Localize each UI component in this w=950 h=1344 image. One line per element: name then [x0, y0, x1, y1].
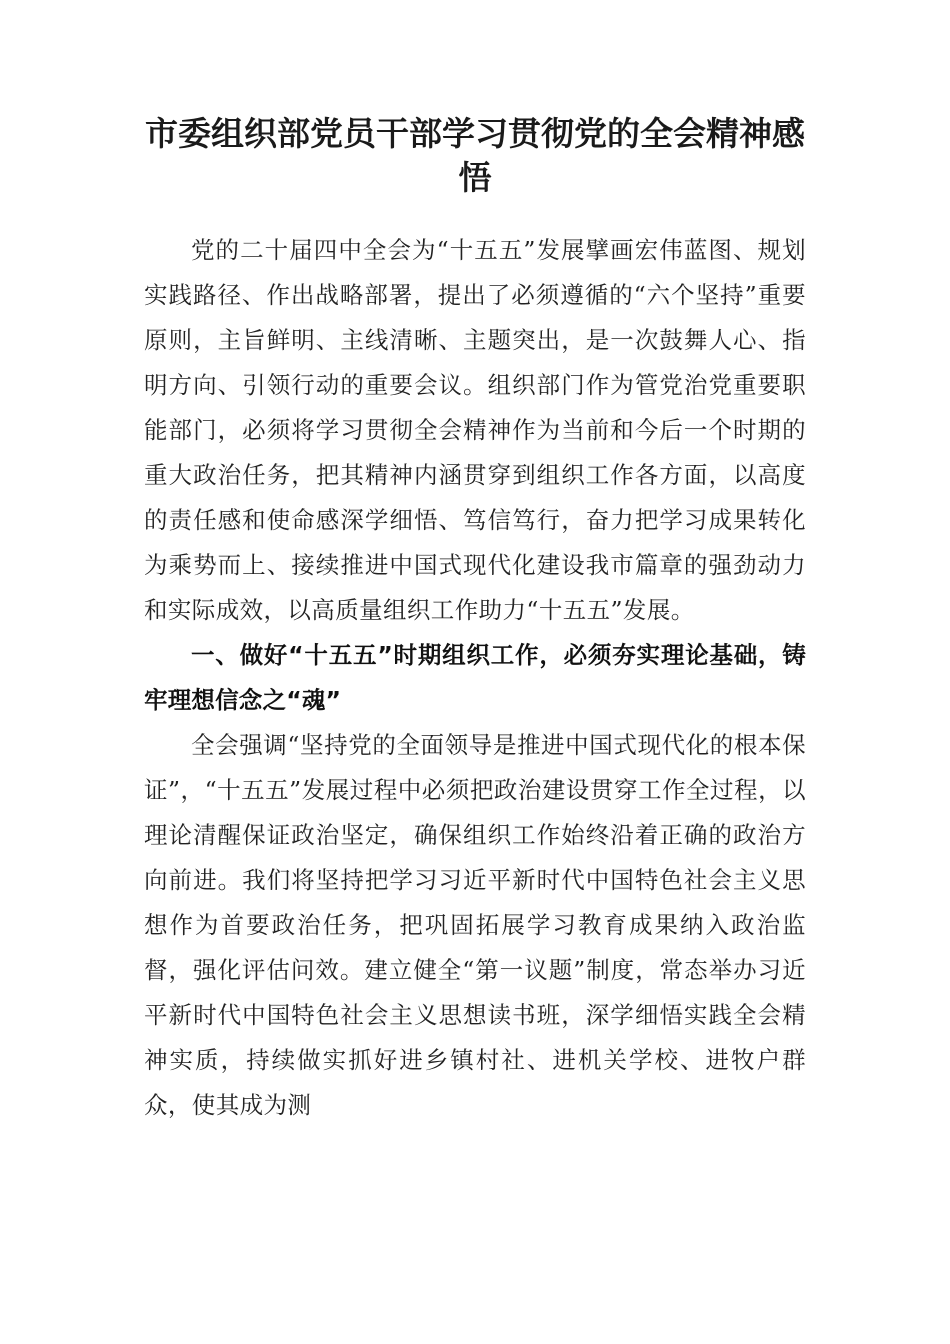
intro-paragraph: 党的二十届四中全会为“十五五”发展擘画宏伟蓝图、规划实践路径、作出战略部署，提出了必须遵循的“六个坚持”重要原则，主旨鲜明、主线清晰、主题突出，是一次鼓舞人心、指明方向、引领行动的重要会议。组织部门作为管党治党重要职能部门，必须将学习贯彻全会精神作为当前和今后一个时期的重大政治任务，把其精神内涵贯穿到组织工作各方面，以高度的责任感和使命感深学细悟、笃信笃行，奋力把学习成果转化为乘势而上、接续推进中国式现代化建设我市篇章的强劲动力和实际成效，以高质量组织工作助力“十五五”发展。: [144, 236, 806, 624]
section-heading-1: 一、做好“十五五”时期组织工作，必须夯实理论基础，铸牢理想信念之“魂”: [144, 641, 806, 714]
section-1-paragraph: 全会强调“坚持党的全面领导是推进中国式现代化的根本保证”，“十五五”发展过程中必须把政治建设贯穿工作全过程，以理论清醒保证政治坚定，确保组织工作始终沿着正确的政治方向前进。我们将坚持把学习习近平新时代中国特色社会主义思想作为首要政治任务，把巩固拓展学习教育成果纳入政治监督，强化评估问效。建立健全“第一议题”制度，常态举办习近平新时代中国特色社会主义思想读书班，深学细悟实践全会精神实质，持续做实抓好进乡镇村社、进机关学校、进牧户群众，使其成为测: [144, 731, 806, 1119]
document-body: [144, 228, 806, 1128]
document-title: 市委组织部党员干部学习贯彻党的全会精神感悟: [145, 114, 805, 197]
